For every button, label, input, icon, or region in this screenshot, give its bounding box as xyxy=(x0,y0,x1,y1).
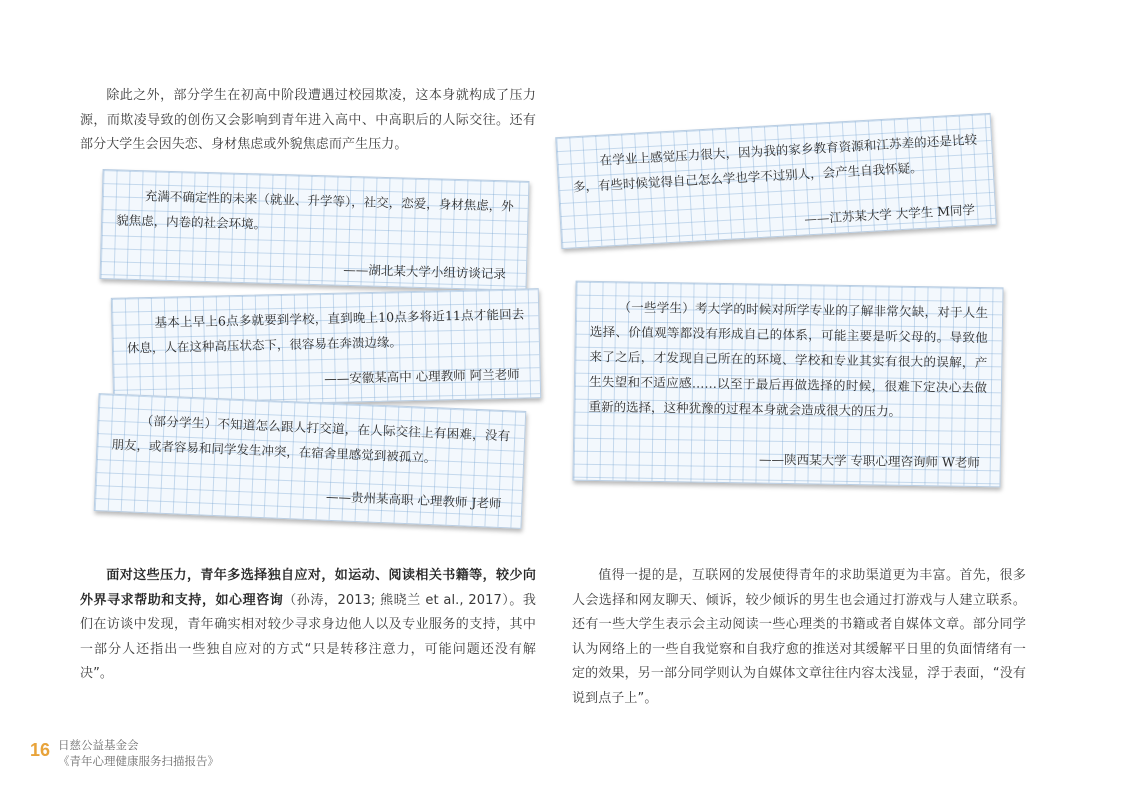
page-number: 16 xyxy=(30,740,51,760)
citation: （孙涛，2013; 熊晓兰 et al., 2017）。 xyxy=(283,592,523,608)
quote-text: （一些学生）考大学的时候对所学专业的了解非常欠缺，对于人生选择、价值观等都没有形成自己的体系，可能主要是听父母的。导致他来了之后，才发现自己所在的环境、学校和专业其实有很大的误解，产生失望和不适应感……以至于最后再做选择的时候，很难下定决心去做重新的选择，这种犹豫的过程本身就会造成很大的压力。 xyxy=(588,299,989,419)
bottom-left-paragraph xyxy=(80,564,536,687)
quote-source: ——安徽某高中 心理教师 阿兰老师 xyxy=(324,366,520,387)
quote-card-guizhou xyxy=(94,393,527,529)
paragraph-rest: 我们在访谈中发现，青年确实相对较少寻求身边他人以及专业服务的支持，其中一部分人还指出一些独自应对的方式“只是转移注意力，可能问题还没有解决”。 xyxy=(80,592,536,681)
quote-card-anhui xyxy=(111,288,541,408)
intro-paragraph: 除此之外，部分学生在初高中阶段遭遇过校园欺凌，这本身就构成了压力源，而欺凌导致的创伤又会影响到青年进入高中、中高职后的人际交往。还有部分大学生会因失恋、身材焦虑或外貌焦虑而产生压力。 xyxy=(80,88,536,152)
bottom-right-paragraph: 值得一提的是，互联网的发展使得青年的求助渠道更为丰富。首先，很多人会选择和网友聊天、倾诉，较少倾诉的男生也会通过打游戏与人建立联系。还有一些大学生表示会主动阅读一些心理类的书籍或者自媒体文章。部分同学认为网络上的一些自我觉察和自我疗愈的推送对其缓解平日里的负面情绪有一定的效果，另一部分同学则认为自媒体文章往往内容太浅显，浮于表面，“没有说到点子上”。 xyxy=(572,568,1026,706)
quote-source: ——贵州某高职 心理教师 J老师 xyxy=(325,488,502,512)
quote-source: ——陕西某大学 专职心理咨询师 W老师 xyxy=(758,451,980,471)
quote-card-hubei xyxy=(100,169,530,291)
quote-source: ——江苏某大学 大学生 M同学 xyxy=(803,201,976,227)
footer-org: 日慈公益基金会 xyxy=(58,738,139,752)
quote-text: 充满不确定性的未来（就业、升学等），社交，恋爱，身材焦虑，外貌焦虑，内卷的社会环境。 xyxy=(115,188,514,232)
footer-report-title: 《青年心理健康服务扫描报告》 xyxy=(58,754,219,768)
quote-text: 基本上早上6点多就要到学校，直到晚上10点多将近11点才能回去休息，人在这种高压状态下，很容易在奔溃边缘。 xyxy=(126,306,525,356)
quote-card-jiangsu xyxy=(555,113,997,249)
quote-text: 在学业上感觉压力很大，因为我的家乡教育资源和江苏差的还是比较多，有些时候觉得自己怎么学也学不过别人，会产生自我怀疑。 xyxy=(572,131,978,195)
quote-text: （部分学生）不知道怎么跟人打交道，在人际交往上有困难，没有朋友，或者容易和同学发生冲突，在宿舍里感觉到被孤立。 xyxy=(111,412,511,466)
bold-statement: 面对这些压力，青年多选择独自应对，如运动、阅读相关书籍等，较少向外界寻求帮助和支持，如心理咨询 xyxy=(80,568,536,608)
quote-source: ——湖北某大学小组访谈记录 xyxy=(343,261,507,282)
quote-card-shaanxi xyxy=(572,281,1003,488)
